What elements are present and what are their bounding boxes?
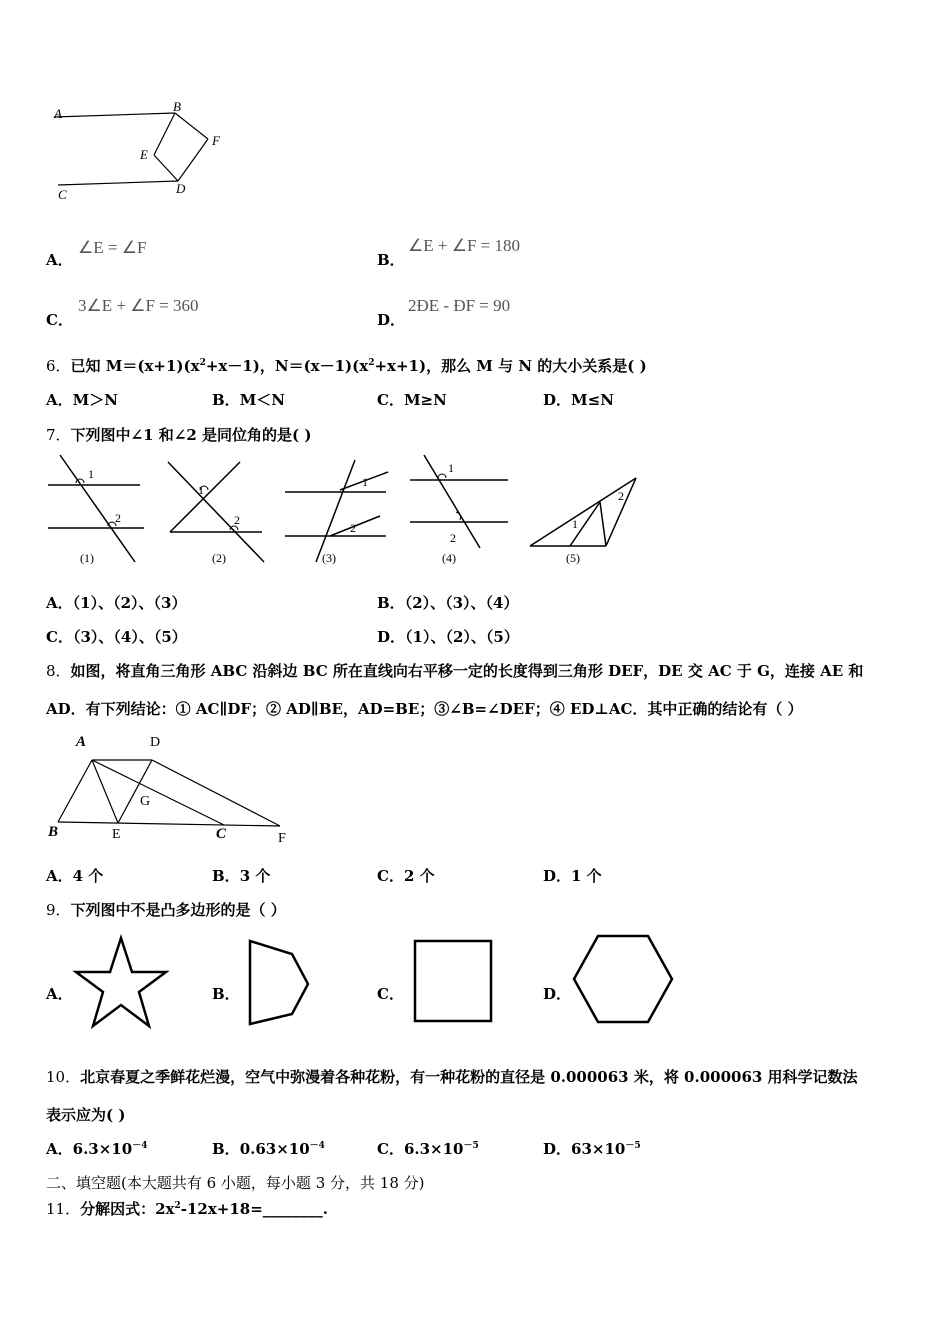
svg-text:1: 1 xyxy=(448,461,454,475)
q10-option-d: D．$63\times 10^{-5}$ xyxy=(543,1140,641,1158)
q6-text-c: +x+1)，那么 M 与 N 的大小关系是( ) xyxy=(374,357,647,375)
q8-option-c: C．2 个 xyxy=(377,867,435,885)
q10-option-c: C．$6.3\times 10^{-5}$ xyxy=(377,1140,479,1158)
q5-option-a-value: ∠E = ∠F xyxy=(78,238,147,257)
angle-1-label: 1 xyxy=(88,467,94,481)
svg-text:1: 1 xyxy=(572,517,578,531)
q6-text-a: 已知 M＝(x+1)(x xyxy=(70,357,200,375)
svg-text:2: 2 xyxy=(450,531,456,545)
q10-option-a: A．$6.3\times 10^{-4}$ xyxy=(46,1140,148,1158)
q5-option-b-value: ∠E + ∠F = 180 xyxy=(408,236,520,255)
q8-point-b: B xyxy=(48,824,59,840)
svg-text:(2): (2) xyxy=(212,551,226,565)
q8-point-c: C xyxy=(216,826,227,842)
q8-figure xyxy=(44,730,304,846)
point-a-label: A xyxy=(54,106,62,121)
svg-text:(5): (5) xyxy=(566,551,580,565)
square-icon xyxy=(412,938,494,1024)
q6-option-b: B．M＜N xyxy=(212,391,286,409)
q7-figure-2 xyxy=(168,462,264,565)
section2-title: 二、填空题(本大题共有 6 小题，每小题 3 分，共 18 分) xyxy=(46,1174,425,1192)
q9-option-d-label: D． xyxy=(543,985,572,1003)
point-c-label: C xyxy=(58,187,67,202)
q9-question: 9．下列图中不是凸多边形的是（ ） xyxy=(46,901,286,919)
q7-option-a: A．（1）、（2）、（3） xyxy=(46,594,187,612)
star-icon xyxy=(72,932,170,1030)
svg-text:(3): (3) xyxy=(322,551,336,565)
q8-question-line2: AD．有下列结论：① AC∥DF；② AD∥BE，AD=BE；③∠B=∠DEF；④ ED⊥AC．其中正确的结论有（ ） xyxy=(46,700,803,718)
q10-option-b: B．$0.63\times 10^{-4}$ xyxy=(212,1140,325,1158)
q6-question xyxy=(46,355,647,376)
q6-sup2: 2 xyxy=(368,358,375,368)
svg-text:(4): (4) xyxy=(442,551,456,565)
q6-option-a: A．M＞N xyxy=(46,391,118,409)
q7-option-d: D．（1）、（2）、（5） xyxy=(377,628,519,646)
q5-figure xyxy=(40,95,240,205)
q7-option-b: B．（2）、（3）、（4） xyxy=(377,594,519,612)
point-e-label: E xyxy=(140,147,148,162)
angle-2-label: 2 xyxy=(115,511,121,525)
hexagon-icon xyxy=(570,930,676,1028)
q6-option-c: C．M≥N xyxy=(377,391,447,409)
q8-point-d: D xyxy=(150,735,161,750)
q6-number: 6． xyxy=(46,357,71,375)
q7-figure-1 xyxy=(48,455,144,565)
q7-option-c: C．（3）、（4）、（5） xyxy=(46,628,187,646)
svg-text:2: 2 xyxy=(234,513,240,527)
q8-point-g: G xyxy=(140,794,151,809)
svg-text:1: 1 xyxy=(198,483,204,497)
q5-option-b-label: B． xyxy=(377,251,405,269)
q8-option-a: A．4 个 xyxy=(46,867,104,885)
q8-point-f: F xyxy=(278,831,286,846)
q8-point-a: A xyxy=(76,734,87,750)
q9-option-c-label: C． xyxy=(377,985,404,1003)
svg-text:1: 1 xyxy=(362,475,368,489)
q8-option-b: B．3 个 xyxy=(212,867,271,885)
q5-option-a-label: A． xyxy=(46,251,73,269)
q7-figures xyxy=(40,450,650,575)
caption-1: (1) xyxy=(80,551,94,565)
q10-question-line2: 表示应为( ) xyxy=(46,1106,126,1124)
point-d-label: D xyxy=(176,181,186,196)
q7-question: 7．下列图中∠1 和∠2 是同位角的是( ) xyxy=(46,426,312,444)
q5-option-d-label: D． xyxy=(377,311,406,329)
q11-question: 11．分解因式：$2x^2-12x+18=\_\_\_\_\_\_\_\_$. xyxy=(46,1200,329,1218)
point-b-label: B xyxy=(173,99,181,114)
q6-sup1: 2 xyxy=(199,358,206,368)
pentagon-icon xyxy=(244,936,314,1030)
q6-option-d: D．M≤N xyxy=(543,391,614,409)
q9-option-b-label: B． xyxy=(212,985,240,1003)
q5-option-c-value: 3∠E + ∠F = 360 xyxy=(78,296,199,315)
q8-point-e: E xyxy=(112,827,121,842)
q8-option-d: D．1 个 xyxy=(543,867,602,885)
svg-text:2: 2 xyxy=(618,489,624,503)
q10-question-line1: 10．北京春夏之季鲜花烂漫，空气中弥漫着各种花粉，有一种花粉的直径是 0.000063 米，将 0.000063 用科学记数法 xyxy=(46,1068,858,1086)
q7-figure-3 xyxy=(285,460,388,565)
q9-option-a-label: A． xyxy=(46,985,73,1003)
q7-figure-4 xyxy=(410,455,508,565)
point-f-label: F xyxy=(212,133,220,148)
q6-text-b: +x－1)，N＝(x－1)(x xyxy=(205,357,369,375)
q5-option-d-value: 2ÐE - ÐF = 90 xyxy=(408,296,511,315)
svg-text:2: 2 xyxy=(350,521,356,535)
q5-option-c-label: C． xyxy=(46,311,73,329)
q7-figure-5 xyxy=(530,478,636,565)
q8-question-line1: 8．如图，将直角三角形 ABC 沿斜边 BC 所在直线向右平移一定的长度得到三角形 DEF，DE 交 AC 于 G，连接 AE 和 xyxy=(46,662,864,680)
